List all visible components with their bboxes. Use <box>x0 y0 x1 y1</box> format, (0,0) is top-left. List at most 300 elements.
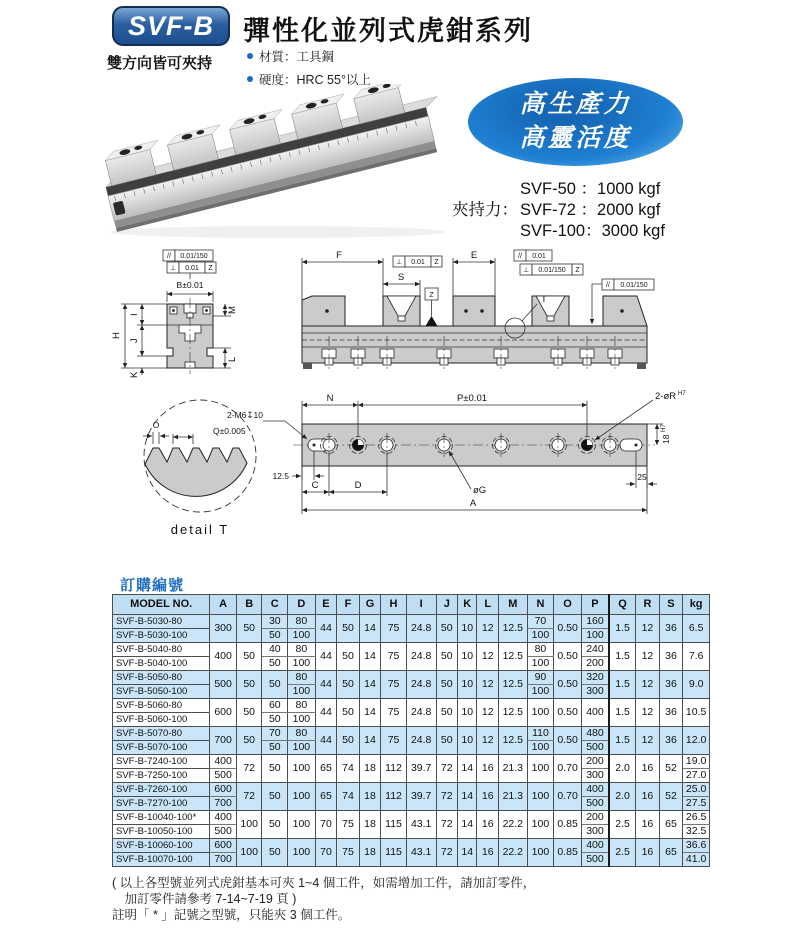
value-cell: 100 <box>288 811 316 839</box>
model-cell: SVF-B-10050-100 <box>113 825 210 839</box>
col-header-s: S <box>659 595 683 615</box>
clamp-row <box>452 179 665 200</box>
model-cell: SVF-B-5040-100 <box>113 657 210 671</box>
value-cell: 12 <box>477 615 499 643</box>
value-cell: 43.1 <box>406 811 436 839</box>
value-cell: 75 <box>381 671 407 699</box>
value-cell: 14 <box>359 671 381 699</box>
value-cell: 12 <box>477 699 499 727</box>
dim-q: Q±0.005 <box>213 426 246 436</box>
value-cell: 80 <box>288 615 316 629</box>
value-cell: 14 <box>359 615 381 643</box>
detail-caption: detail T <box>170 522 230 537</box>
value-cell: 24.8 <box>406 643 436 671</box>
value-cell: 100 <box>288 783 316 811</box>
value-cell: 115 <box>381 811 407 839</box>
value-cell: 30 <box>262 615 288 629</box>
value-cell: 12 <box>636 699 660 727</box>
dim-r-sup: H7 <box>678 391 686 397</box>
value-cell: 0.85 <box>554 811 582 839</box>
clamp-line1: SVF-50 ：1000 kgf <box>520 180 661 198</box>
value-cell: 0.50 <box>554 643 582 671</box>
table-row <box>113 811 710 825</box>
value-cell: 600 <box>210 783 237 797</box>
value-cell: 75 <box>381 727 407 755</box>
dim-k: K <box>129 371 140 378</box>
value-cell: 50 <box>337 727 360 755</box>
value-cell: 10 <box>458 615 477 643</box>
value-cell: 72 <box>436 755 458 783</box>
value-cell: 100 <box>288 685 316 699</box>
tol-symbol: ⊥ <box>169 265 177 272</box>
col-header-r: R <box>636 595 660 615</box>
value-cell: 39.7 <box>406 783 436 811</box>
col-header-kg: kg <box>683 595 710 615</box>
table-row <box>113 839 710 853</box>
series-badge <box>112 6 230 46</box>
value-cell: 18 <box>359 811 381 839</box>
value-cell: 16 <box>636 755 660 783</box>
model-cell: SVF-B-10070-100 <box>113 853 210 867</box>
value-cell: 300 <box>581 769 609 783</box>
detail-t-callout: T <box>541 294 547 305</box>
value-cell: 110 <box>527 727 554 741</box>
value-cell: 400 <box>210 755 237 769</box>
value-cell: 44 <box>315 727 337 755</box>
value-cell: 500 <box>210 769 237 783</box>
model-cell: SVF-B-5030-100 <box>113 629 210 643</box>
clamping-force <box>452 179 665 242</box>
value-cell: 41.0 <box>683 853 710 867</box>
col-header-q: Q <box>609 595 636 615</box>
value-cell: 22.2 <box>498 839 527 867</box>
value-cell: 400 <box>581 839 609 853</box>
value-cell: 50 <box>262 713 288 727</box>
table-row <box>113 727 710 741</box>
value-cell: 21.3 <box>498 783 527 811</box>
value-cell: 16 <box>636 783 660 811</box>
tol-symbol: // <box>606 282 610 289</box>
value-cell: 50 <box>236 727 262 755</box>
value-cell: 52 <box>659 783 683 811</box>
value-cell: 36 <box>659 671 683 699</box>
note-line: 加訂零件請參考 7-14~7-19 頁 ) <box>112 892 297 906</box>
value-cell: 600 <box>210 839 237 853</box>
value-cell: 2.5 <box>609 811 636 839</box>
value-cell: 75 <box>381 643 407 671</box>
value-cell: 24.8 <box>406 699 436 727</box>
value-cell: 50 <box>262 783 288 811</box>
table-row <box>113 643 710 657</box>
col-header-o: O <box>554 595 582 615</box>
dim-h: H <box>111 332 122 339</box>
spec-hardness-text: 硬度：HRC 55°以上 <box>259 73 371 87</box>
clamp-line3: SVF-100：3000 kgf <box>520 222 665 240</box>
model-cell: SVF-B-5030-80 <box>113 615 210 629</box>
value-cell: 700 <box>210 797 237 811</box>
dim-g-callout: øG <box>473 485 487 496</box>
value-cell: 74 <box>337 783 360 811</box>
col-header-b: B <box>236 595 262 615</box>
table-row <box>113 615 710 629</box>
model-cell: SVF-B-5070-100 <box>113 741 210 755</box>
value-cell: 500 <box>210 825 237 839</box>
value-cell: 100 <box>527 839 554 867</box>
section-view <box>111 250 238 378</box>
value-cell: 200 <box>581 811 609 825</box>
col-header-n: N <box>527 595 554 615</box>
value-cell: 2.0 <box>609 783 636 811</box>
value-cell: 80 <box>288 643 316 657</box>
col-header-c: C <box>262 595 288 615</box>
col-header-k: K <box>458 595 477 615</box>
value-cell: 50 <box>262 755 288 783</box>
model-cell: SVF-B-5060-80 <box>113 699 210 713</box>
value-cell: 14 <box>458 783 477 811</box>
value-cell: 50 <box>262 671 288 699</box>
promo-oval <box>468 78 683 166</box>
value-cell: 1.5 <box>609 615 636 643</box>
col-header-h: H <box>381 595 407 615</box>
value-cell: 50 <box>337 699 360 727</box>
value-cell: 1.5 <box>609 643 636 671</box>
tol-symbol: ⊥ <box>522 267 530 274</box>
dim-d: D <box>354 480 362 491</box>
model-cell: SVF-B-7260-100 <box>113 783 210 797</box>
col-header-d: D <box>288 595 316 615</box>
value-cell: 65 <box>659 811 683 839</box>
value-cell: 10 <box>458 643 477 671</box>
value-cell: 18 <box>359 839 381 867</box>
table-row <box>113 699 710 713</box>
value-cell: 7.6 <box>683 643 710 671</box>
value-cell: 100 <box>236 811 262 839</box>
value-cell: 75 <box>337 839 360 867</box>
value-cell: 21.3 <box>498 755 527 783</box>
value-cell: 112 <box>381 755 407 783</box>
col-header-j: J <box>436 595 458 615</box>
value-cell: 400 <box>210 811 237 825</box>
value-cell: 1.5 <box>609 699 636 727</box>
value-cell: 14 <box>458 755 477 783</box>
tol-symbol: // <box>518 253 522 260</box>
value-cell: 0.70 <box>554 755 582 783</box>
value-cell: 65 <box>315 755 337 783</box>
value-cell: 75 <box>381 699 407 727</box>
value-cell: 480 <box>581 727 609 741</box>
value-cell: 75 <box>381 615 407 643</box>
value-cell: 700 <box>210 853 237 867</box>
tol-datum: Z <box>434 259 439 266</box>
value-cell: 70 <box>262 727 288 741</box>
value-cell: 50 <box>262 811 288 839</box>
value-cell: 18 <box>359 755 381 783</box>
value-cell: 50 <box>236 643 262 671</box>
value-cell: 50 <box>436 643 458 671</box>
tol-value: 0.01 <box>411 259 425 266</box>
tol-value: 0.01/150 <box>180 253 208 260</box>
value-cell: 60 <box>262 699 288 713</box>
value-cell: 16 <box>636 839 660 867</box>
value-cell: 400 <box>210 643 237 671</box>
value-cell: 160 <box>581 615 609 629</box>
value-cell: 50 <box>436 699 458 727</box>
clamp-line2: SVF-72 ：2000 kgf <box>520 201 661 219</box>
value-cell: 0.70 <box>554 783 582 811</box>
col-header-a: A <box>210 595 237 615</box>
value-cell: 50 <box>236 615 262 643</box>
value-cell: 12 <box>636 727 660 755</box>
note-line: 註明「 * 」記號之型號，只能夾 3 個工件。 <box>112 908 351 922</box>
value-cell: 1.5 <box>609 671 636 699</box>
value-cell: 10 <box>458 671 477 699</box>
value-cell: 16 <box>636 811 660 839</box>
dim-c: C <box>311 480 319 491</box>
value-cell: 14 <box>458 811 477 839</box>
value-cell: 0.50 <box>554 727 582 755</box>
note-line: ( 以上各型號並列式虎鉗基本可夾 1~4 個工件，如需增加工件，請加訂零件， <box>112 876 536 890</box>
elevation-view <box>302 250 654 369</box>
value-cell: 80 <box>527 643 554 657</box>
value-cell: 300 <box>581 685 609 699</box>
value-cell: 100 <box>527 811 554 839</box>
value-cell: 26.5 <box>683 811 710 825</box>
value-cell: 65 <box>659 839 683 867</box>
value-cell: 500 <box>581 853 609 867</box>
value-cell: 44 <box>315 671 337 699</box>
vise-body <box>98 84 450 232</box>
dim-r-callout: 2-øR <box>655 391 677 402</box>
value-cell: 6.5 <box>683 615 710 643</box>
page-title: 彈性化並列式虎鉗系列 <box>243 16 533 46</box>
value-cell: 14 <box>458 839 477 867</box>
value-cell: 90 <box>527 671 554 685</box>
value-cell: 12 <box>636 671 660 699</box>
value-cell: 50 <box>436 727 458 755</box>
value-cell: 50 <box>436 671 458 699</box>
technical-drawing <box>95 248 710 540</box>
value-cell: 36.6 <box>683 839 710 853</box>
value-cell: 50 <box>262 657 288 671</box>
dim-n: N <box>326 393 334 404</box>
clamp-row <box>452 200 665 221</box>
dim-12-5: 12.5 <box>272 471 289 481</box>
value-cell: 400 <box>581 783 609 797</box>
model-cell: SVF-B-5050-100 <box>113 685 210 699</box>
value-cell: 12.0 <box>683 727 710 755</box>
clamp-row <box>452 221 665 242</box>
value-cell: 50 <box>262 741 288 755</box>
dim-o: O <box>152 420 160 430</box>
value-cell: 44 <box>315 699 337 727</box>
value-cell: 70 <box>315 839 337 867</box>
value-cell: 27.0 <box>683 769 710 783</box>
tol-datum: Z <box>208 265 213 272</box>
value-cell: 16 <box>477 811 499 839</box>
detail-t-view <box>143 400 256 537</box>
table-row <box>113 755 710 769</box>
dim-m: M <box>227 306 238 314</box>
col-header-l: L <box>477 595 499 615</box>
value-cell: 400 <box>581 699 609 727</box>
dim-25: 25 <box>637 472 647 482</box>
value-cell: 100 <box>527 699 554 727</box>
value-cell: 16 <box>477 755 499 783</box>
value-cell: 50 <box>236 699 262 727</box>
dim-18: 18 <box>661 434 671 444</box>
table-row <box>113 783 710 797</box>
model-cell: SVF-B-5050-80 <box>113 671 210 685</box>
value-cell: 12.5 <box>498 671 527 699</box>
bullet-icon <box>247 53 253 59</box>
dim-m6-callout: 2-M6↧10 <box>227 410 263 420</box>
dim-j: J <box>129 338 140 343</box>
value-cell: 500 <box>210 671 237 699</box>
col-header-e: E <box>315 595 337 615</box>
value-cell: 100 <box>527 685 554 699</box>
value-cell: 500 <box>581 797 609 811</box>
tol-symbol: ⊥ <box>395 259 403 266</box>
value-cell: 12.5 <box>498 727 527 755</box>
value-cell: 300 <box>210 615 237 643</box>
dim-b: B±0.01 <box>176 280 204 290</box>
promo-line1: 高生產力 <box>519 90 632 119</box>
value-cell: 70 <box>527 615 554 629</box>
value-cell: 40 <box>262 643 288 657</box>
value-cell: 14 <box>359 727 381 755</box>
model-cell: SVF-B-5040-80 <box>113 643 210 657</box>
value-cell: 80 <box>288 727 316 741</box>
value-cell: 240 <box>581 643 609 657</box>
promo-line2: 高靈活度 <box>519 124 632 152</box>
value-cell: 12 <box>636 643 660 671</box>
value-cell: 14 <box>359 699 381 727</box>
col-header-i: I <box>406 595 436 615</box>
value-cell: 12 <box>477 643 499 671</box>
value-cell: 112 <box>381 783 407 811</box>
tol-value: 0.01 <box>185 265 199 272</box>
col-header-f: F <box>337 595 360 615</box>
order-section-title: 訂購編號 <box>120 577 185 594</box>
value-cell: 25.0 <box>683 783 710 797</box>
value-cell: 50 <box>337 615 360 643</box>
value-cell: 100 <box>527 741 554 755</box>
value-cell: 200 <box>581 755 609 769</box>
value-cell: 600 <box>210 699 237 727</box>
value-cell: 0.50 <box>554 699 582 727</box>
value-cell: 24.8 <box>406 727 436 755</box>
col-header-p: P <box>581 595 609 615</box>
value-cell: 100 <box>288 629 316 643</box>
col-header-model-no-: MODEL NO. <box>113 595 210 615</box>
value-cell: 100 <box>527 657 554 671</box>
value-cell: 100 <box>288 741 316 755</box>
value-cell: 27.5 <box>683 797 710 811</box>
value-cell: 0.85 <box>554 839 582 867</box>
product-photo <box>92 84 464 242</box>
model-cell: SVF-B-10060-100 <box>113 839 210 853</box>
value-cell: 36 <box>659 727 683 755</box>
value-cell: 32.5 <box>683 825 710 839</box>
model-cell: SVF-B-7240-100 <box>113 755 210 769</box>
value-cell: 12.5 <box>498 699 527 727</box>
value-cell: 2.5 <box>609 839 636 867</box>
value-cell: 300 <box>581 825 609 839</box>
value-cell: 80 <box>288 671 316 685</box>
value-cell: 100 <box>527 755 554 783</box>
dim-l: L <box>227 356 238 362</box>
col-header-g: G <box>359 595 381 615</box>
model-cell: SVF-B-5060-100 <box>113 713 210 727</box>
value-cell: 12 <box>477 671 499 699</box>
value-cell: 44 <box>315 643 337 671</box>
value-cell: 70 <box>315 811 337 839</box>
value-cell: 200 <box>581 657 609 671</box>
value-cell: 2.0 <box>609 755 636 783</box>
value-cell: 19.0 <box>683 755 710 769</box>
value-cell: 50 <box>436 615 458 643</box>
model-cell: SVF-B-7270-100 <box>113 797 210 811</box>
value-cell: 50 <box>337 671 360 699</box>
badge-subtitle: 雙方向皆可夾持 <box>107 55 213 72</box>
value-cell: 16 <box>477 783 499 811</box>
tol-datum: Z <box>575 267 580 274</box>
value-cell: 18 <box>359 783 381 811</box>
value-cell: 9.0 <box>683 671 710 699</box>
value-cell: 100 <box>288 839 316 867</box>
value-cell: 36 <box>659 643 683 671</box>
value-cell: 12.5 <box>498 615 527 643</box>
tol-value: 0.01/150 <box>620 282 648 289</box>
tol-symbol: // <box>167 253 171 260</box>
value-cell: 72 <box>436 783 458 811</box>
value-cell: 10 <box>458 699 477 727</box>
value-cell: 24.8 <box>406 615 436 643</box>
series-badge-label: SVF-B <box>128 10 214 41</box>
spec-material <box>247 47 371 65</box>
dim-i: I <box>129 313 140 316</box>
clamp-label: 夾持力： <box>452 201 518 219</box>
value-cell: 1.5 <box>609 727 636 755</box>
value-cell: 16 <box>477 839 499 867</box>
value-cell: 100 <box>527 629 554 643</box>
value-cell: 115 <box>381 839 407 867</box>
value-cell: 12.5 <box>498 643 527 671</box>
value-cell: 50 <box>262 629 288 643</box>
value-cell: 50 <box>337 643 360 671</box>
value-cell: 72 <box>236 783 262 811</box>
value-cell: 100 <box>581 629 609 643</box>
value-cell: 12 <box>477 727 499 755</box>
value-cell: 50 <box>262 839 288 867</box>
value-cell: 500 <box>581 741 609 755</box>
value-cell: 36 <box>659 615 683 643</box>
value-cell: 50 <box>236 671 262 699</box>
value-cell: 72 <box>436 811 458 839</box>
spec-material-text: 材質：工具鋼 <box>259 50 335 64</box>
value-cell: 320 <box>581 671 609 685</box>
value-cell: 74 <box>337 755 360 783</box>
value-cell: 100 <box>527 783 554 811</box>
bullet-icon <box>247 76 253 82</box>
value-cell: 10 <box>458 727 477 755</box>
value-cell: 44 <box>315 615 337 643</box>
value-cell: 36 <box>659 699 683 727</box>
tol-value: 0.01/150 <box>538 267 566 274</box>
model-cell: SVF-B-10040-100* <box>113 811 210 825</box>
value-cell: 100 <box>288 713 316 727</box>
order-table <box>112 594 710 867</box>
